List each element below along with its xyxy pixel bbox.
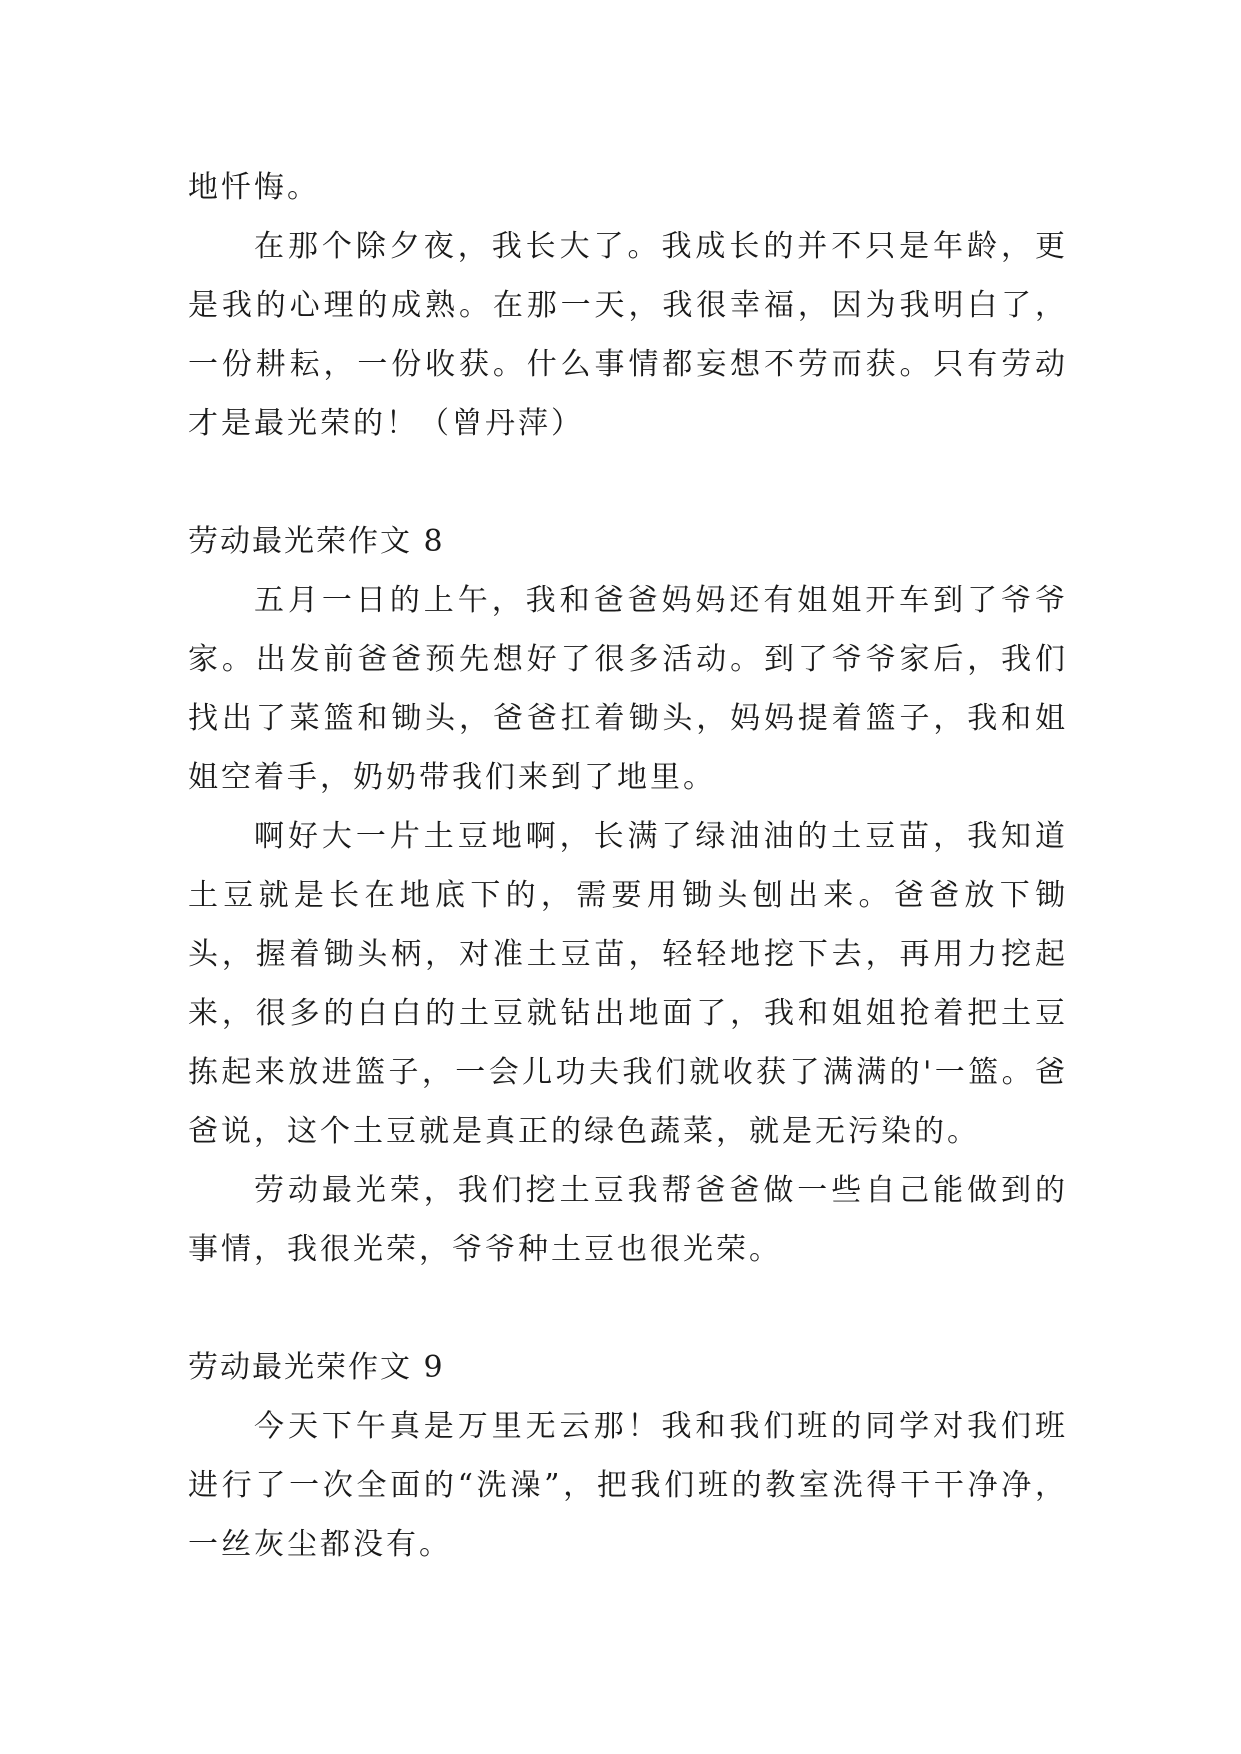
body-paragraph: 啊好大一片土豆地啊，长满了绿油油的土豆苗，我知道土豆就是长在地底下的，需要用锄头刨出来。爸爸放下锄头，握着锄头柄，对准土豆苗，轻轻地挖下去，再用力挖起来，很多的白白的土豆就钻出地面了，我和姐姐抢着把土豆拣起来放进篮子，一会儿功夫我们就收获了满满的'一篮。爸爸说，这个土豆就是真正的绿色蔬菜，就是无污染的。 [188, 819, 1068, 1149]
body-paragraph: 在那个除夕夜，我长大了。我成长的并不只是年龄，更是我的心理的成熟。在那一天，我很幸福，因为我明白了，一份耕耘，一份收获。什么事情都妄想不劳而获。只有劳动才是最光荣的！（曾丹萍） [188, 229, 1068, 441]
document-body [188, 158, 1068, 1574]
body-paragraph: 劳动最光荣，我们挖土豆我帮爸爸做一些自己能做到的事情，我很光荣，爷爷种土豆也很光荣。 [188, 1173, 1068, 1267]
section-heading: 劳动最光荣作文 9 [188, 1350, 445, 1385]
body-paragraph: 地忏悔。 [188, 170, 320, 205]
section-heading: 劳动最光荣作文 8 [188, 524, 445, 559]
section-spacer [188, 1279, 1068, 1338]
section-spacer [188, 453, 1068, 512]
body-paragraph: 五月一日的上午，我和爸爸妈妈还有姐姐开车到了爷爷家。出发前爸爸预先想好了很多活动。到了爷爷家后，我们找出了菜篮和锄头，爸爸扛着锄头，妈妈提着篮子，我和姐姐空着手，奶奶带我们来到了地里。 [188, 583, 1068, 795]
body-paragraph: 今天下午真是万里无云那！我和我们班的同学对我们班进行了一次全面的“洗澡”，把我们班的教室洗得干干净净，一丝灰尘都没有。 [188, 1409, 1068, 1562]
